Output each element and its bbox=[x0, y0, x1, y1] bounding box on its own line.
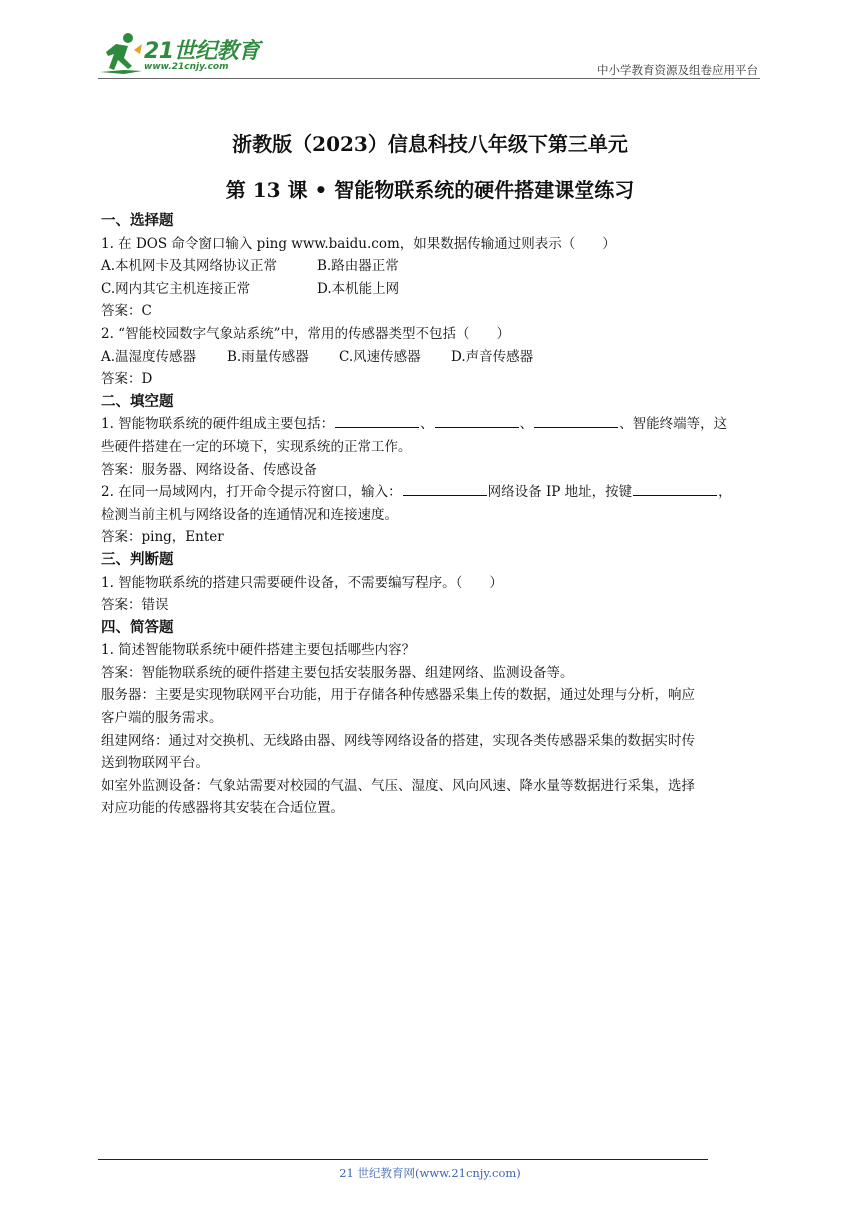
answer-paragraph: 对应功能的传感器将其安装在合适位置。 bbox=[101, 800, 344, 817]
answer: 答案：服务器、网络设备、传感设备 bbox=[101, 461, 317, 478]
document-subtitle: 第 13 课 • 智能物联系统的硬件搭建课堂练习 bbox=[225, 178, 635, 202]
answer: 答案：错误 bbox=[101, 597, 169, 614]
fill-text: 网络设备 IP 地址，按键 bbox=[487, 484, 633, 501]
answer-blank bbox=[335, 413, 419, 428]
option-c: C.网内其它主机连接正常 bbox=[101, 280, 251, 297]
page-header bbox=[98, 28, 760, 78]
footer-link[interactable]: 21 世纪教育网(www.21cnjy.com) bbox=[339, 1166, 521, 1180]
fill-question bbox=[101, 481, 763, 504]
option-d: D.声音传感器 bbox=[451, 348, 534, 365]
logo bbox=[98, 30, 268, 76]
answer-blank bbox=[403, 481, 487, 496]
answer-paragraph: 组建网络：通过对交换机、无线路由器、网线等网络设备的搭建，实现各类传感器采集的数据实时传 bbox=[101, 732, 695, 749]
fill-question-cont: 些硬件搭建在一定的环境下，实现系统的正常工作。 bbox=[101, 438, 412, 455]
fill-question bbox=[101, 413, 763, 436]
option-a: A.本机网卡及其网络协议正常 bbox=[101, 258, 278, 275]
fill-question-cont: 检测当前主机与网络设备的连通情况和连接速度。 bbox=[101, 506, 398, 523]
answer-paragraph: 服务器：主要是实现物联网平台功能，用于存储各种传感器采集上传的数据，通过处理与分析，响应 bbox=[101, 687, 695, 704]
question-stem: 1. 简述智能物联系统中硬件搭建主要包括哪些内容？ bbox=[101, 642, 416, 659]
section-heading-choice: 一、选择题 bbox=[101, 213, 174, 229]
options-row bbox=[101, 255, 763, 278]
document-body bbox=[101, 210, 763, 820]
section-heading-judge: 三、判断题 bbox=[101, 551, 174, 568]
answer-paragraph: 如室外监测设备：气象站需要对校园的气温、气压、湿度、风向风速、降水量等数据进行采集，选择 bbox=[101, 777, 695, 794]
fill-text: 2. 在同一局域网内，打开命令提示符窗口，输入： bbox=[101, 484, 402, 501]
logo-text: 21世纪教育 bbox=[144, 39, 260, 64]
options-row bbox=[101, 278, 763, 301]
fill-text: ， bbox=[718, 484, 732, 501]
question-stem: 2. “智能校园数字气象站系统”中，常用的传感器类型不包括（ ） bbox=[101, 325, 510, 342]
answer: 答案：C bbox=[101, 303, 152, 320]
options-row bbox=[101, 346, 763, 369]
answer: 答案：D bbox=[101, 371, 153, 388]
answer: 答案：ping，Enter bbox=[101, 529, 224, 546]
platform-name: 中小学教育资源及组卷应用平台 bbox=[597, 63, 758, 77]
option-a: A.温湿度传感器 bbox=[101, 348, 197, 365]
footer-divider bbox=[98, 1159, 708, 1160]
answer-blank bbox=[435, 413, 519, 428]
option-b: B.雨量传感器 bbox=[227, 348, 309, 365]
question-stem: 1. 智能物联系统的搭建只需要硬件设备，不需要编写程序。（ ） bbox=[101, 574, 503, 591]
answer-blank bbox=[633, 481, 717, 496]
answer-paragraph: 送到物联网平台。 bbox=[101, 755, 209, 772]
runner-logo-icon bbox=[98, 30, 144, 76]
option-b: B.路由器正常 bbox=[317, 258, 399, 275]
document-title: 浙教版（2023）信息科技八年级下第三单元 bbox=[232, 132, 628, 156]
answer-paragraph: 客户端的服务需求。 bbox=[101, 710, 223, 727]
answer-blank bbox=[534, 413, 618, 428]
header-divider bbox=[98, 78, 760, 79]
separator: 、 bbox=[519, 416, 534, 433]
logo-url: www.21cnjy.com bbox=[144, 62, 229, 72]
question-stem: 1. 在 DOS 命令窗口输入 ping www.baidu.com，如果数据传输通过则表示（ ） bbox=[101, 235, 616, 252]
separator: 、 bbox=[420, 416, 434, 433]
option-c: C.风速传感器 bbox=[339, 348, 421, 365]
fill-text: 、智能终端等，这 bbox=[619, 416, 728, 433]
answer: 答案：智能物联系统的硬件搭建主要包括安装服务器、组建网络、监测设备等。 bbox=[101, 664, 574, 681]
section-heading-fill: 二、填空题 bbox=[101, 393, 174, 410]
section-heading-short: 四、简答题 bbox=[101, 619, 174, 636]
option-d: D.本机能上网 bbox=[317, 280, 400, 297]
fill-text: 1. 智能物联系统的硬件组成主要包括： bbox=[101, 416, 335, 433]
